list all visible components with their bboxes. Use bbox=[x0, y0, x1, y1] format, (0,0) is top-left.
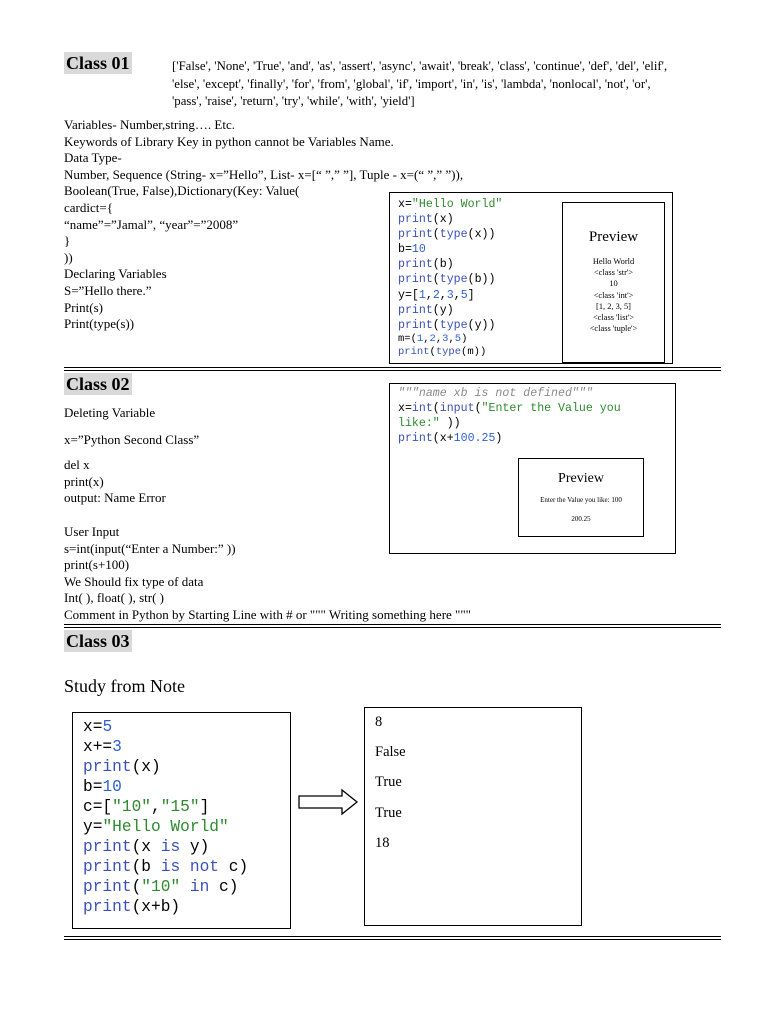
code-line: print(y) bbox=[398, 303, 454, 317]
output-line: 8 bbox=[375, 714, 383, 730]
note-line: Data Type- bbox=[64, 150, 122, 166]
code-line: y="Hello World" bbox=[83, 818, 229, 836]
note-line: User Input bbox=[64, 524, 120, 539]
section-divider bbox=[64, 939, 721, 940]
code-line: c=["10","15"] bbox=[83, 798, 210, 816]
section-divider bbox=[64, 624, 721, 625]
class-01-title: Class 01 bbox=[66, 53, 130, 73]
preview-line: <class 'str'> bbox=[593, 268, 634, 278]
code-line: print(x+100.25) bbox=[398, 432, 503, 446]
class-02-preview-box bbox=[518, 458, 644, 537]
code-line: print(type(y)) bbox=[398, 318, 496, 332]
note-line: Int( ), float( ), str( ) bbox=[64, 590, 164, 606]
note-line: S=”Hello there.” bbox=[64, 282, 152, 298]
preview-title: Preview bbox=[558, 471, 604, 486]
code-line: print(type(m)) bbox=[398, 346, 487, 359]
right-arrow-icon bbox=[298, 788, 360, 816]
code-line: b=10 bbox=[398, 243, 426, 257]
preview-line: <class 'list'> bbox=[592, 313, 635, 323]
note-line: )) bbox=[64, 249, 73, 265]
note-line: Number, Sequence (String- x=”Hello”, List- x=[“ ”,” ”], Tuple - x=(“ ”,” ”)), bbox=[64, 166, 464, 182]
note-line: Variables- Number,string…. Etc. bbox=[64, 117, 235, 132]
code-line: print(x) bbox=[83, 758, 161, 776]
note-line: print(s+100) bbox=[64, 557, 130, 573]
preview-line: <class 'tuple'> bbox=[589, 324, 638, 334]
note-line: s=int(input(“Enter a Number:” )) bbox=[64, 540, 236, 556]
note-line: Keywords of Library Key in python cannot be Variables Name. bbox=[64, 133, 394, 149]
deleting-heading: Deleting Variable bbox=[64, 405, 156, 420]
note-line: cardict={ bbox=[64, 199, 113, 215]
section-divider bbox=[64, 627, 721, 628]
code-line: x=int(input("Enter the Value you bbox=[398, 402, 621, 416]
class-01-code-box bbox=[389, 192, 673, 364]
code-block bbox=[83, 717, 248, 917]
output-line: True bbox=[375, 774, 402, 790]
code-line: x+=3 bbox=[83, 738, 122, 756]
code-line: print(b) bbox=[398, 258, 454, 272]
code-block bbox=[398, 386, 621, 446]
class-03-output-box bbox=[364, 707, 582, 926]
delete-example bbox=[64, 457, 166, 507]
class-03-title: Class 03 bbox=[66, 631, 130, 651]
code-line: x=5 bbox=[83, 718, 113, 736]
note-line: print(x) bbox=[64, 473, 104, 489]
code-line: print(x is y) bbox=[83, 838, 210, 856]
code-line: print(x) bbox=[398, 213, 454, 227]
code-line: y=[1,2,3,5] bbox=[398, 288, 475, 302]
code-block bbox=[398, 197, 502, 360]
keyword-list bbox=[172, 58, 752, 111]
preview-line: 200.25 bbox=[571, 515, 591, 524]
note-line: Print(s) bbox=[64, 299, 103, 315]
code-line: """name xb is not defined""" bbox=[398, 387, 593, 400]
note-line: “name”=”Jamal”, “year”=”2008” bbox=[64, 216, 239, 232]
code-line: b=10 bbox=[83, 778, 122, 796]
code-line: print(type(x)) bbox=[398, 228, 496, 242]
class-02-title: Class 02 bbox=[66, 374, 130, 394]
output-line: 18 bbox=[375, 835, 390, 851]
assign-line: x=”Python Second Class” bbox=[64, 432, 200, 447]
code-line: print(x+b) bbox=[83, 898, 181, 916]
section-divider bbox=[64, 367, 721, 368]
code-line: like:" )) bbox=[398, 417, 461, 431]
study-note-heading: Study from Note bbox=[64, 676, 185, 696]
note-line: } bbox=[64, 233, 71, 249]
output-line: True bbox=[375, 805, 402, 821]
preview-output bbox=[563, 256, 664, 334]
keyword-line: 'pass', 'raise', 'return', 'try', 'while', 'with', 'yield'] bbox=[172, 94, 415, 108]
code-line: print(type(b)) bbox=[398, 273, 496, 287]
code-line: print(b is not c) bbox=[83, 858, 249, 876]
preview-line: [1, 2, 3, 5] bbox=[596, 301, 631, 311]
class-01-preview-box bbox=[562, 202, 665, 363]
preview-line: Hello World bbox=[592, 257, 635, 266]
section-divider bbox=[64, 936, 721, 937]
keyword-line: ['False', 'None', 'True', 'and', 'as', 'assert', 'async', 'await', 'break', 'class', 'continue', 'def', 'del', 'elif', bbox=[172, 59, 668, 73]
keyword-line: 'else', 'except', 'finally', 'for', 'from', 'global', 'if', 'import', 'in', 'is', 'lambda', 'nonlocal', 'not', 'or', bbox=[172, 76, 651, 91]
preview-title: Preview bbox=[588, 229, 639, 245]
section-divider bbox=[64, 370, 721, 371]
note-line: Declaring Variables bbox=[64, 266, 167, 282]
class-02-code-box bbox=[389, 383, 676, 554]
output-line: False bbox=[375, 744, 406, 760]
note-line: We Should fix type of data bbox=[64, 573, 204, 589]
note-line: Boolean(True, False),Dictionary(Key: Value( bbox=[64, 183, 300, 199]
note-line: output: Name Error bbox=[64, 490, 166, 506]
note-line: Print(type(s)) bbox=[64, 316, 135, 332]
code-line: print("10" in c) bbox=[83, 878, 239, 896]
code-line: m=(1,2,3,5) bbox=[398, 332, 468, 345]
preview-line: 10 bbox=[609, 279, 618, 289]
preview-line: <class 'int'> bbox=[593, 290, 634, 300]
class-03-code-box bbox=[72, 712, 291, 929]
note-line: del x bbox=[64, 457, 90, 472]
preview-line: Enter the Value you like: 100 bbox=[540, 496, 622, 504]
code-line: x="Hello World" bbox=[398, 198, 503, 211]
note-line: Comment in Python by Starting Line with # or """ Writing something here """ bbox=[64, 606, 471, 622]
